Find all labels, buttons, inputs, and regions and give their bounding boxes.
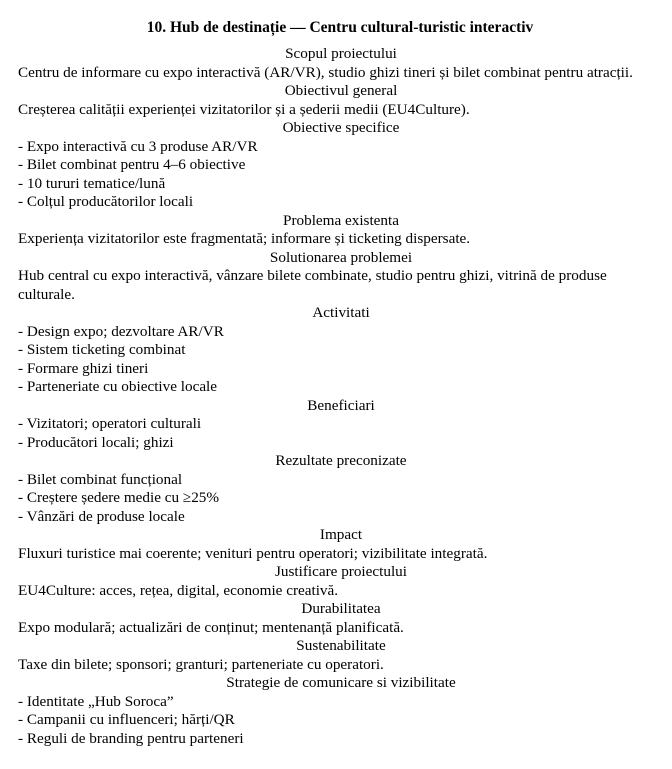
section-heading: Impact (319, 526, 363, 543)
list-item: - Parteneriate cu obiective locale (18, 378, 218, 395)
section-text: EU4Culture: acces, rețea, digital, economie creativă. (18, 581, 339, 599)
section-problema (18, 212, 664, 249)
section-text: Experiența vizitatorilor este fragmentată; informare și ticketing dispersate. (18, 230, 471, 247)
section-text: Fluxuri turistice mai coerente; venituri pentru operatori; vizibilitate integrată. (18, 544, 488, 562)
section-heading: Justificare proiectului (274, 563, 407, 580)
list-item: - Formare ghizi tineri (18, 359, 149, 377)
list-item: - Vizitatori; operatori culturali (18, 415, 202, 432)
section-heading: Strategie de comunicare si vizibilitate (226, 674, 456, 691)
section-list (18, 323, 664, 397)
section-beneficiari (18, 397, 664, 453)
section-rezultate (18, 452, 664, 526)
section-heading: Scopul proiectului (285, 45, 397, 62)
list-item: - Reguli de branding pentru parteneri (18, 729, 244, 747)
section-text: Hub central cu expo interactivă, vânzare bilete combinate, studio pentru ghizi, vitrină de produse culturale. (18, 267, 607, 303)
list-item: - Design expo; dezvoltare AR/VR (18, 322, 224, 340)
section-list (18, 471, 664, 527)
section-text: Taxe din bilete; sponsori; granturi; parteneriate cu operatori. (18, 655, 384, 673)
section-text: Centru de informare cu expo interactivă (AR/VR), studio ghizi tineri și bilet combinat pentru atracții. (18, 63, 633, 81)
list-item: - Bilet combinat funcțional (18, 470, 183, 488)
section-heading: Beneficiari (307, 396, 375, 414)
list-item: - Colțul producătorilor locali (18, 193, 194, 210)
section-heading: Rezultate preconizate (275, 452, 407, 469)
section-impact (18, 526, 664, 563)
section-durabilitatea (18, 600, 664, 637)
section-activitati (18, 304, 664, 397)
list-item: - Vânzări de produse locale (18, 507, 185, 525)
list-item: - Sistem ticketing combinat (18, 341, 186, 358)
section-heading: Sustenabilitate (296, 637, 386, 654)
section-solutionarea (18, 249, 664, 305)
section-sustenabilitate (18, 637, 664, 674)
section-heading: Obiective specifice (282, 119, 400, 136)
section-heading: Durabilitatea (301, 600, 381, 617)
section-list (18, 415, 664, 452)
section-obiectivul-general (18, 82, 664, 119)
section-obiective-specifice (18, 119, 664, 212)
document-title: 10. Hub de destinație — Centru cultural-turistic interactiv (146, 19, 534, 36)
section-justificare (18, 563, 664, 600)
section-list (18, 693, 664, 749)
section-heading: Problema existenta (283, 211, 399, 229)
list-item: - Identitate „Hub Soroca” (18, 692, 174, 710)
section-strategie-comunicare (18, 674, 664, 748)
section-text: Expo modulară; actualizări de conținut; mentenanță planificată. (18, 618, 404, 636)
section-text: Creșterea calității experienței vizitatorilor și a șederii medii (EU4Culture). (18, 100, 470, 118)
section-list (18, 138, 664, 212)
list-item: - Campanii cu influenceri; hărți/QR (18, 711, 235, 728)
list-item: - 10 tururi tematice/lună (18, 174, 166, 192)
section-scopul (18, 45, 664, 82)
list-item: - Bilet combinat pentru 4–6 obiective (18, 156, 246, 173)
section-heading: Solutionarea problemei (269, 248, 413, 266)
section-heading: Obiectivul general (284, 82, 398, 99)
list-item: - Creștere ședere medie cu ≥25% (18, 489, 220, 506)
section-heading: Activitati (312, 304, 370, 321)
list-item: - Expo interactivă cu 3 produse AR/VR (18, 137, 258, 155)
list-item: - Producători locali; ghizi (18, 433, 174, 451)
